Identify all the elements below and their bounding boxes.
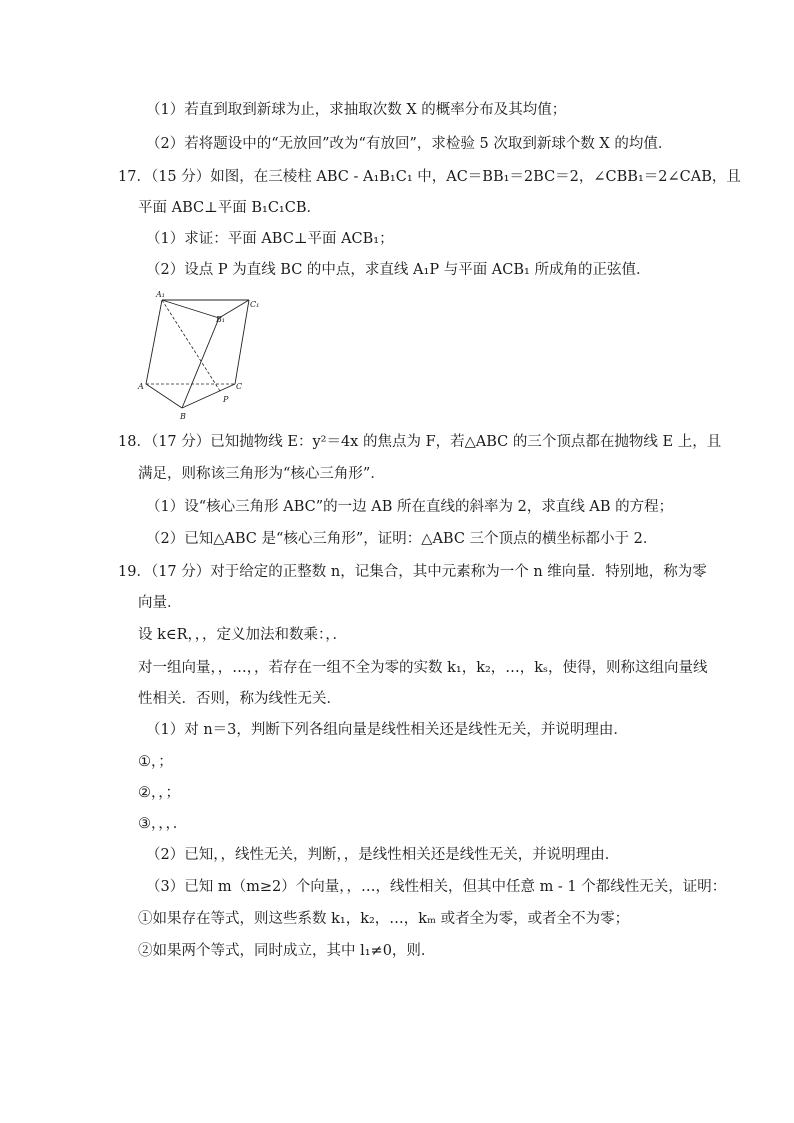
prism-figure (132, 288, 264, 420)
problem-19-part-2: （2）已知，，线性无关，判断，，是线性相关还是线性无关，并说明理由． (146, 847, 620, 863)
problem-18-statement: 18．（17 分）已知抛物线 E：y²＝4x 的焦点为 F，若△ABC 的三个顶点都在抛物线 E 上，且 (118, 434, 722, 450)
problem-19-part-1-item-3: ③，，，． (138, 816, 188, 832)
problem-19-linear-dependence-cont: 性相关．否则，称为线性无关． (138, 691, 341, 707)
label-b1: B₁ (216, 315, 226, 324)
problem-16-part-2: （2）若将题设中的“无放回”改为“有放回”，求检验 5 次取到新球个数 X 的均值． (146, 136, 673, 152)
problem-19-part-3-item-2: ②如果两个等式，同时成立，其中 l₁≠0，则． (138, 943, 436, 959)
label-a: A (138, 382, 144, 391)
label-c1: C₁ (250, 300, 260, 309)
problem-19-part-1-item-2: ②，，； (138, 785, 180, 801)
problem-19-part-3-item-1: ①如果存在等式，则这些系数 k₁，k₂，…，kₘ 或者全为零，或者全不为零； (138, 911, 630, 927)
problem-19-statement: 19．（17 分）对于给定的正整数 n，记集合，其中元素称为一个 n 维向量．特别地，称为零 (118, 564, 707, 580)
problem-19-part-1: （1）对 n＝3，判断下列各组向量是线性相关还是线性无关，并说明理由． (146, 722, 628, 738)
problem-19-part-3: （3）已知 m（m≥2）个向量，，…，线性相关，但其中任意 m - 1 个都线性无关，证明： (146, 879, 727, 895)
label-p: P (223, 395, 229, 404)
label-a1: A₁ (156, 290, 165, 299)
label-c: C (236, 382, 243, 391)
problem-17-part-1: （1）求证：平面 ABC⊥平面 ACB₁； (146, 231, 394, 247)
problem-18-part-2: （2）已知△ABC 是“核心三角形”，证明：△ABC 三个顶点的横坐标都小于 2． (146, 531, 658, 547)
problem-18-statement-cont: 满足，则称该三角形为“核心三角形”． (138, 466, 385, 482)
problem-19-definition: 设 k∈R，，，定义加法和数乘：，． (138, 627, 348, 643)
problem-17-statement-cont: 平面 ABC⊥平面 B₁C₁CB． (138, 200, 321, 216)
problem-19-part-1-item-1: ①，； (138, 754, 173, 770)
problem-19-linear-dependence: 对一组向量，，…，，若存在一组不全为零的实数 k₁，k₂，…，kₛ，使得，则称这组向量线 (138, 660, 708, 676)
problem-17-part-2: （2）设点 P 为直线 BC 的中点，求直线 A₁P 与平面 ACB₁ 所成角的正弦值． (146, 262, 651, 278)
problem-17-statement: 17．（15 分）如图，在三棱柱 ABC - A₁B₁C₁ 中，AC＝BB₁＝2BC＝2，∠CBB₁＝2∠CAB，且 (118, 169, 741, 185)
label-b: B (180, 412, 186, 420)
problem-18-part-1: （1）设“核心三角形 ABC”的一边 AB 所在直线的斜率为 2，求直线 AB 的方程； (146, 499, 674, 515)
prism-diagram (132, 288, 264, 420)
problem-19-statement-cont: 向量． (138, 595, 182, 611)
problem-16-part-1: （1）若直到取到新球为止，求抽取次数 X 的概率分布及其均值； (146, 102, 567, 118)
